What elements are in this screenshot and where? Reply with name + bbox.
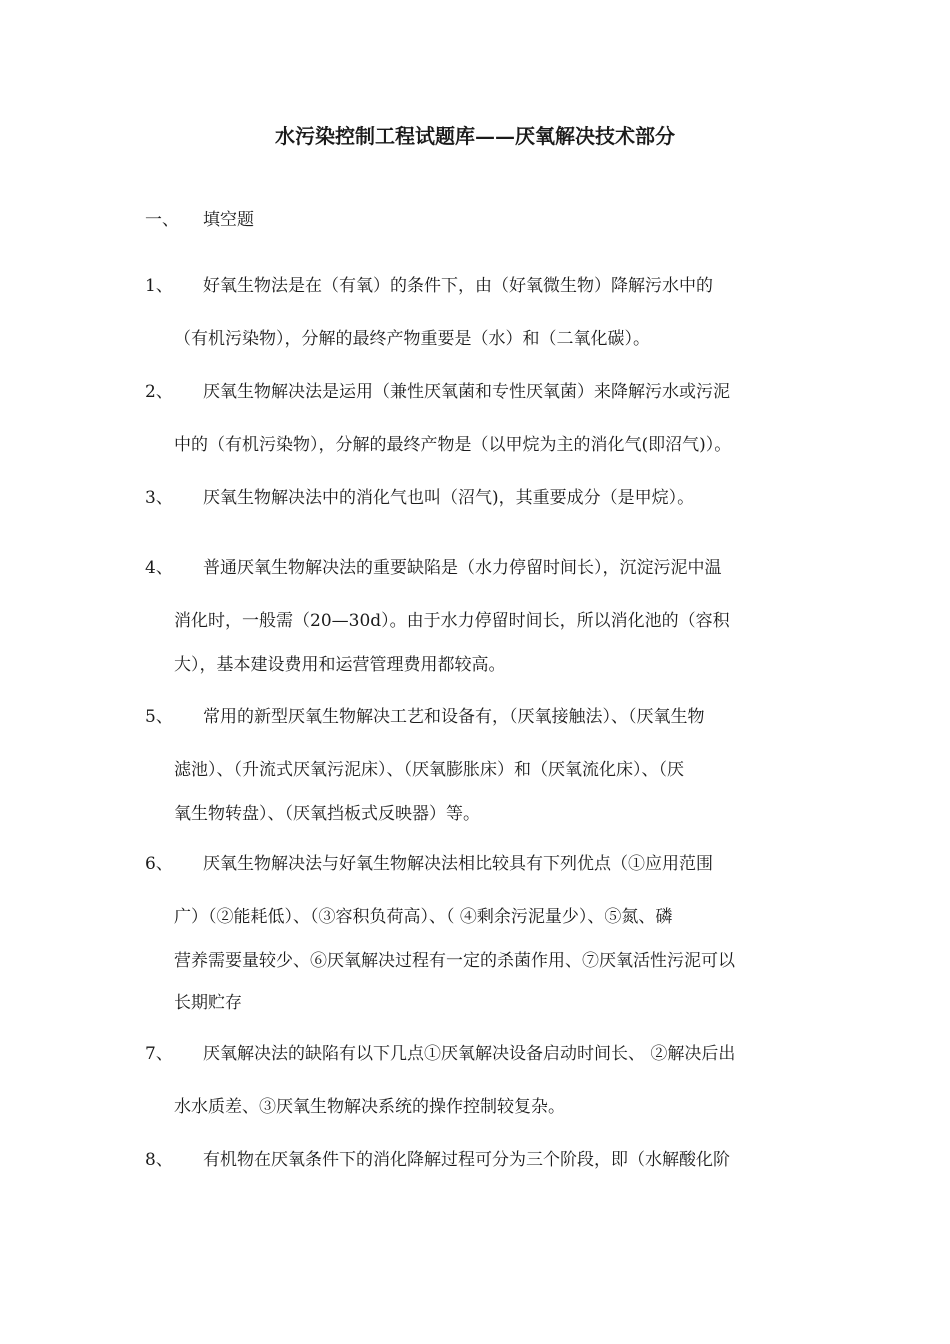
item-number: 1、 [145, 276, 173, 296]
item-number: 7、 [145, 1044, 173, 1064]
item-line: 好氧生物法是在（有氧）的条件下，由（好氧微生物）降解污水中的 [203, 276, 713, 296]
item-line: 厌氧生物解决法与好氧生物解决法相比较具有下列优点（①应用范围 [203, 854, 713, 874]
document-title: 水污染控制工程试题库——厌氧解决技术部分 [275, 124, 675, 148]
item-line: 厌氧解决法的缺陷有以下几点①厌氧解决设备启动时间长、 ②解决后出 [203, 1044, 736, 1064]
section-number: 一、 [145, 210, 179, 230]
item-line: 厌氧生物解决法中的消化气也叫（沼气)，其重要成分（是甲烷）。 [203, 488, 695, 508]
item-line: 普通厌氧生物解决法的重要缺陷是（水力停留时间长），沉淀污泥中温 [203, 558, 722, 578]
item-line: 有机物在厌氧条件下的消化降解过程可分为三个阶段，即（水解酸化阶 [203, 1150, 730, 1170]
item-line: 厌氧生物解决法是运用（兼性厌氧菌和专性厌氧菌）来降解污水或污泥 [203, 382, 730, 402]
item-line: 氧生物转盘）、（厌氧挡板式反映器）等。 [174, 804, 480, 824]
item-line: 广）（②能耗低）、（③容积负荷高）、（ ④剩余污泥量少）、⑤氮、磷 [174, 907, 673, 927]
section-heading [145, 205, 254, 230]
item-number: 2、 [145, 382, 173, 402]
section-label: 填空题 [203, 210, 254, 230]
item-line: 水水质差、③厌氧生物解决系统的操作控制较复杂。 [174, 1097, 565, 1117]
item-line: 常用的新型厌氧生物解决工艺和设备有，（厌氧接触法）、（厌氧生物 [203, 707, 705, 727]
item-line: 滤池）、（升流式厌氧污泥床）、（厌氧膨胀床）和（厌氧流化床）、（厌 [174, 760, 684, 780]
item-number: 5、 [145, 707, 173, 727]
item-line: 长期贮存 [174, 993, 242, 1013]
item-number: 8、 [145, 1150, 173, 1170]
item-line: 大），基本建设费用和运营管理费用都较高。 [174, 655, 506, 675]
item-line: 中的（有机污染物），分解的最终产物是（以甲烷为主的消化气(即沼气)）。 [174, 435, 732, 455]
item-line: 消化时，一般需（20—30d）。由于水力停留时间长，所以消化池的（容积 [174, 611, 730, 631]
item-line: 营养需要量较少、⑥厌氧解决过程有一定的杀菌作用、⑦厌氧活性污泥可以 [174, 951, 735, 971]
item-line: （有机污染物），分解的最终产物重要是（水）和（二氧化碳）。 [174, 329, 650, 349]
item-number: 3、 [145, 488, 173, 508]
item-number: 6、 [145, 854, 173, 874]
item-number: 4、 [145, 558, 173, 578]
